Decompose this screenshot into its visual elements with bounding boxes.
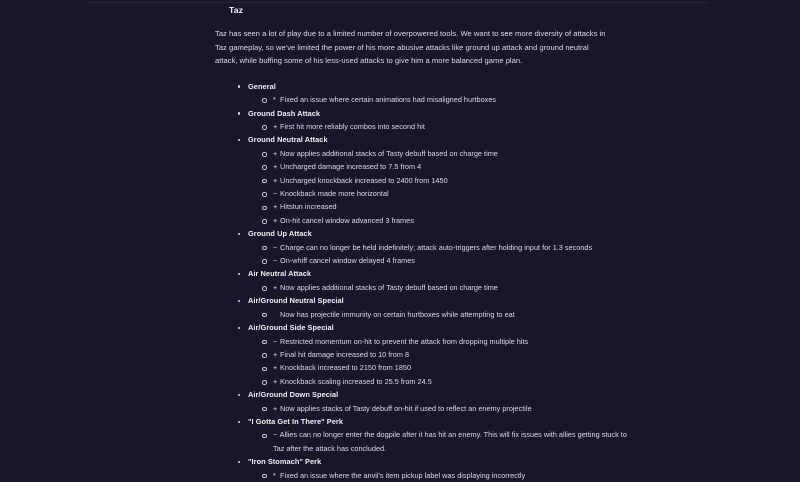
change-text: Fixed an issue where certain animations had misaligned hurtboxes (280, 95, 497, 105)
patch-section (237, 227, 633, 267)
change-text: Fixed an issue where the anvil's item pickup label was displaying incorrectly (280, 470, 526, 480)
patch-section-title: Air/Ground Neutral Special (237, 294, 633, 307)
change-sign: * (273, 95, 276, 105)
patch-section-title: "Iron Stomach" Perk (237, 455, 633, 468)
change-sign: + (273, 282, 278, 292)
change-text: Now applies additional stacks of Tasty debuff based on charge time (280, 282, 498, 292)
change-sign: + (273, 363, 278, 373)
change-text: Now applies stacks of Tasty debuff on-hit if used to reflect an enemy projectile (280, 403, 532, 413)
change-sign: + (273, 215, 278, 225)
patch-section-title: Air Neutral Attack (237, 267, 633, 280)
patch-section (237, 294, 633, 321)
patch-change-list (237, 147, 633, 227)
change-text: Now applies additional stacks of Tasty debuff based on charge time (280, 148, 498, 158)
patch-section (237, 321, 633, 388)
change-sign: − (273, 189, 278, 199)
change-text: On-whiff cancel window delayed 4 frames (280, 256, 415, 266)
patch-change-item (261, 200, 633, 213)
patch-change-list (237, 402, 633, 415)
patch-change-item (261, 120, 633, 133)
character-heading: Taz (229, 5, 244, 15)
change-sign: + (273, 349, 278, 359)
content-column (213, 0, 633, 482)
patch-section (237, 415, 633, 455)
change-text: On-hit cancel window advanced 3 frames (280, 215, 414, 225)
change-sign: − (273, 242, 278, 252)
patch-change-item (261, 241, 633, 254)
patch-change-item (261, 174, 633, 187)
change-text: Restricted momentum on-hit to prevent the attack from dropping multiple hits (280, 336, 529, 346)
intro-paragraph: Taz has seen a lot of play due to a limited number of overpowered tools. We want to see more diversity of attacks in Taz gameplay, so we've limited the power of his more abusive attacks like ground up attack and ground neutral attack, while buffing some of his less-used attacks to give him a more balanced game plan. (215, 29, 606, 66)
patch-section (237, 133, 633, 227)
change-text: Knockback scaling increased to 25.5 from 24.5 (280, 376, 432, 386)
patch-change-item (261, 402, 633, 415)
change-text: Uncharged damage increased to 7.5 from 4 (280, 162, 422, 172)
patch-change-item (261, 187, 633, 200)
patch-change-item (261, 469, 633, 482)
patch-section (237, 80, 633, 107)
patch-change-item (261, 361, 633, 374)
patch-change-item (261, 254, 633, 267)
change-sign: + (273, 376, 278, 386)
patch-change-item (261, 281, 633, 294)
patch-change-list (237, 469, 633, 482)
patch-section-title: Ground Dash Attack (237, 107, 633, 120)
patch-change-item (261, 308, 633, 321)
change-text: Hitstun increased (280, 202, 337, 212)
patch-change-item (261, 214, 633, 227)
patch-change-list (237, 308, 633, 321)
change-sign: + (273, 403, 278, 413)
patch-section-title: General (237, 80, 633, 93)
change-sign: + (273, 148, 278, 158)
change-text: Uncharged knockback increased to 2400 from 1450 (280, 175, 448, 185)
patch-section-title: "I Gotta Get In There" Perk (237, 415, 633, 428)
change-text: Knockback made more horizontal (280, 189, 389, 199)
patch-change-item (261, 147, 633, 160)
patch-change-item (261, 93, 633, 106)
change-text: Final hit damage increased to 10 from 8 (280, 349, 410, 359)
patch-section (237, 455, 633, 482)
change-sign: + (273, 202, 278, 212)
change-sign: − (273, 430, 278, 440)
patch-change-item (261, 428, 633, 455)
patch-section (237, 107, 633, 134)
patch-section-title: Air/Ground Down Special (237, 388, 633, 401)
change-text: Charge can no longer be held indefinitely; attack auto-triggers after holding input for 1.3 seconds (280, 242, 593, 252)
patch-section-title: Ground Up Attack (237, 227, 633, 240)
change-sign: + (273, 175, 278, 185)
change-sign: + (273, 162, 278, 172)
patch-section-title: Air/Ground Side Special (237, 321, 633, 334)
patch-change-list (237, 428, 633, 455)
patch-change-list (237, 93, 633, 106)
patch-change-list (237, 281, 633, 294)
patch-change-item (261, 375, 633, 388)
patch-section-title: Ground Neutral Attack (237, 133, 633, 146)
change-sign: + (273, 122, 278, 131)
change-text: Allies can no longer enter the dogpile after it has hit an enemy. This will fix issues with allies getting stuck to Taz after the attack has concluded. (273, 430, 627, 453)
patch-change-list (237, 241, 633, 268)
patch-change-item (261, 348, 633, 361)
change-text: Now has projectile immunity on certain hurtboxes while attempting to eat (280, 309, 515, 319)
patch-change-list (237, 120, 633, 133)
patch-change-item (261, 335, 633, 348)
change-text: First hit more reliably combos into second hit (280, 122, 425, 131)
patch-section (237, 267, 633, 294)
patch-section (237, 388, 633, 415)
change-sign: − (273, 256, 278, 266)
patch-notes-list (213, 80, 633, 482)
change-sign: − (273, 336, 278, 346)
change-text: Knockback increased to 2150 from 1850 (280, 363, 412, 373)
patch-change-item (261, 160, 633, 173)
patch-change-list (237, 335, 633, 389)
change-sign: * (273, 470, 276, 480)
